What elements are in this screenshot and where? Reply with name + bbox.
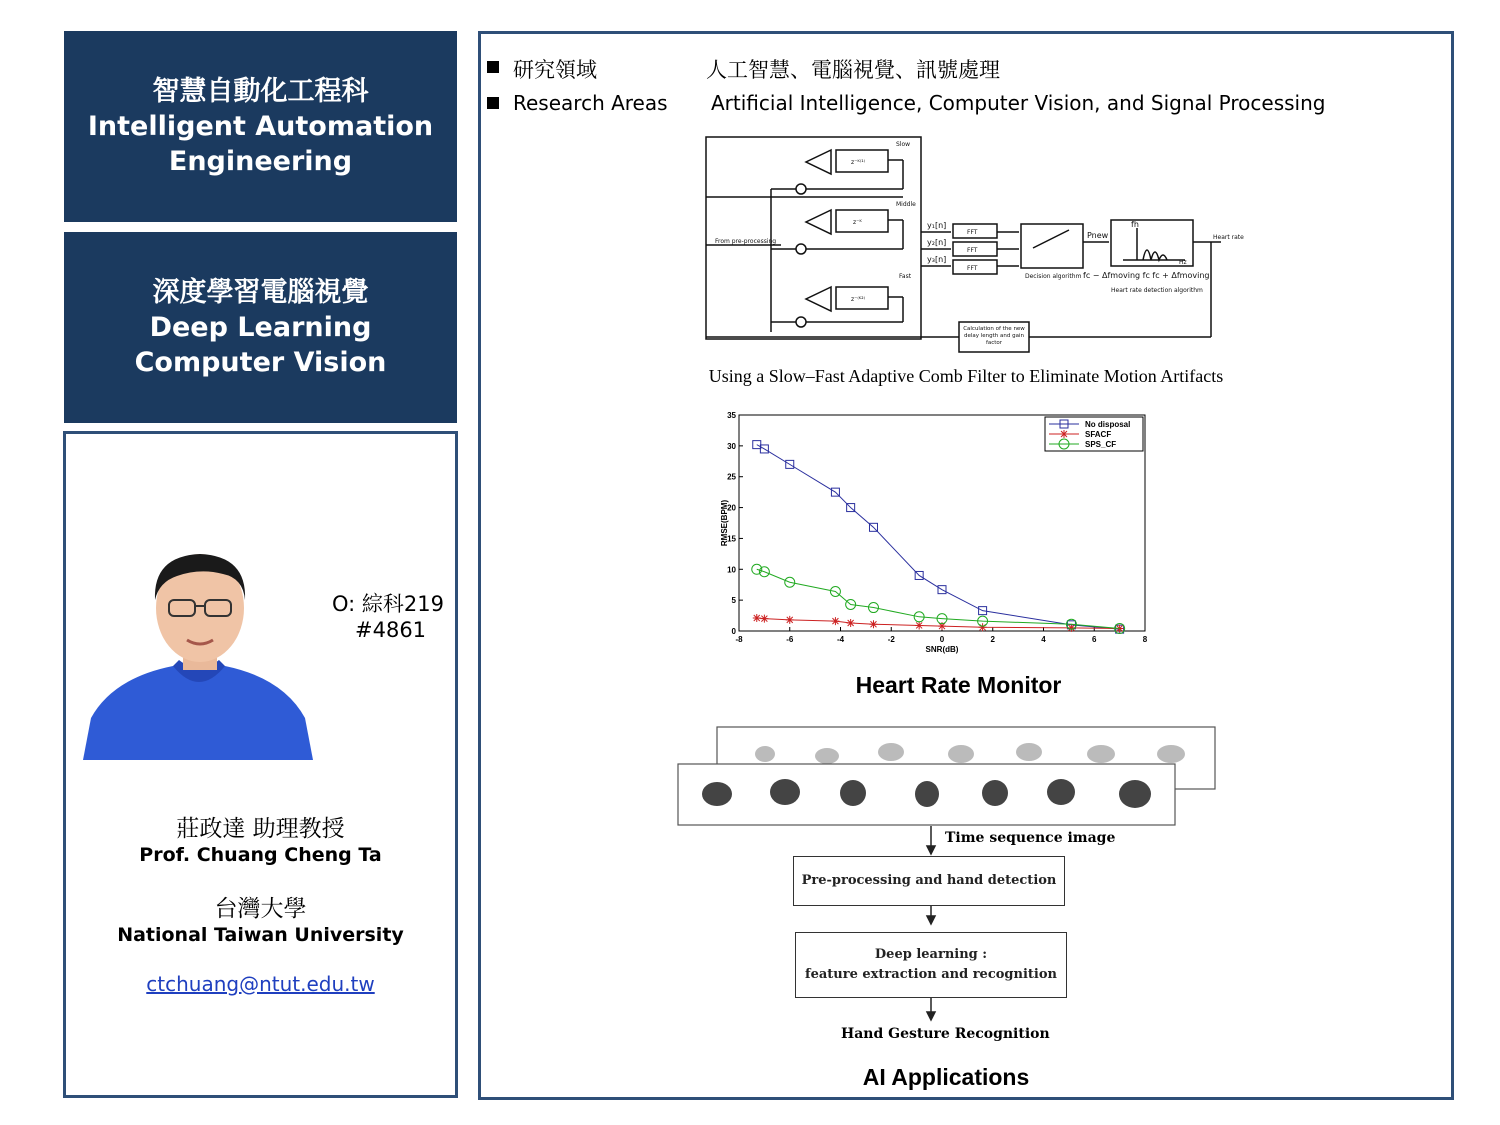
data-point (847, 619, 855, 627)
profile-photo (83, 548, 315, 760)
y-tick-label: 15 (727, 534, 736, 544)
research-value-en: Artificial Intelligence, Computer Vision, and Signal Processing (711, 91, 1326, 115)
step-deep-learning-box (795, 932, 1067, 998)
department-banner (64, 31, 457, 222)
label-fft-2: FFT (967, 247, 978, 254)
step-preprocessing: Pre-processing and hand detection (801, 873, 1057, 888)
x-tick-label: 2 (990, 635, 995, 644)
label-y3: y₃[n] (927, 255, 947, 264)
data-point (753, 614, 761, 622)
step-deep-learning-2: feature extraction and recognition (805, 967, 1057, 982)
x-tick-label: 8 (1142, 635, 1148, 644)
data-point (831, 617, 839, 625)
department-name-en-1: Intelligent Automation (87, 111, 434, 142)
figure3-caption: AI Applications (862, 1064, 1030, 1090)
department-name-en-2: Engineering (168, 146, 353, 177)
specialty-zh: 深度學習電腦視覺 (152, 277, 369, 308)
label-fh: fh (1131, 220, 1139, 229)
label-fft-3: FFT (967, 265, 978, 272)
label-calc-1: Calculation of the new (963, 326, 1025, 332)
data-point (760, 615, 768, 623)
office-room: O: 綜科219 (332, 592, 444, 616)
label-y1: y₁[n] (927, 221, 947, 230)
gesture-frames (677, 726, 1222, 826)
label-hr-algo: Heart rate detection algorithm (1111, 287, 1203, 294)
step-time-sequence: Time sequence image (945, 830, 1116, 846)
x-tick-label: 6 (1092, 635, 1097, 644)
research-value-zh: 人工智慧、電腦視覺、訊號處理 (706, 58, 1000, 82)
x-tick-label: -8 (735, 635, 743, 644)
label-z1: z⁻ᴷ⁽¹⁾ (851, 159, 866, 166)
x-tick-label: 4 (1041, 635, 1046, 644)
department-name-zh: 智慧自動化工程科 (152, 76, 369, 107)
research-label-en: Research Areas (513, 91, 668, 115)
y-tick-label: 10 (727, 565, 736, 575)
data-point (786, 616, 794, 624)
label-calc-3: factor (985, 340, 1003, 346)
y-tick-label: 0 (731, 627, 736, 636)
label-calc-2: delay length and gain (963, 333, 1025, 339)
y-tick-label: 5 (731, 596, 736, 606)
y-tick-label: 20 (727, 503, 736, 513)
school-en: National Taiwan University (117, 924, 404, 946)
legend-label: SFACF (1085, 430, 1112, 439)
x-tick-label: -2 (887, 635, 895, 644)
comb-filter-diagram (691, 132, 1251, 352)
figure2-caption: Heart Rate Monitor (855, 672, 1062, 698)
label-y2: y₂[n] (927, 238, 947, 247)
label-frange: fc − Δfmoving fc fc + Δfmoving (1083, 271, 1210, 280)
data-point (1060, 430, 1068, 438)
specialty-en-1: Deep Learning (149, 312, 372, 343)
legend-label: SPS_CF (1085, 440, 1117, 449)
label-z2: z⁻ᴷ (853, 219, 862, 226)
figure1-caption: Using a Slow–Fast Adaptive Comb Filter to Eliminate Motion Artifacts (708, 366, 1224, 386)
label-input: From pre-processing (715, 238, 777, 245)
label-pnew: Pnew (1087, 231, 1109, 240)
professor-name-zh: 莊政達 助理教授 (176, 816, 345, 842)
label-decision: Decision algorithm (1025, 273, 1082, 280)
y-axis-label: RMSE(BPM) (720, 499, 729, 547)
label-slow: Slow (896, 141, 911, 148)
label-z3: z⁻⁽ᴷ²⁾ (851, 296, 866, 303)
legend-label: No disposal (1085, 420, 1131, 429)
data-point (869, 620, 877, 628)
y-tick-label: 35 (727, 411, 736, 420)
label-fast: Fast (899, 273, 912, 280)
y-tick-label: 25 (727, 472, 736, 482)
specialty-en-2: Computer Vision (134, 347, 387, 378)
step-deep-learning-1: Deep learning : (874, 947, 988, 962)
email-link[interactable]: ctchuang@ntut.edu.tw (146, 972, 375, 996)
label-heart-rate: Heart rate (1213, 234, 1244, 241)
bullet-icon (487, 61, 499, 73)
x-tick-label: -6 (786, 635, 794, 644)
bullet-icon (487, 97, 499, 109)
x-tick-label: -4 (836, 635, 845, 644)
x-tick-label: 0 (939, 635, 945, 644)
research-panel (478, 31, 1454, 1100)
specialty-banner (64, 232, 457, 423)
office-extension: #4861 (355, 618, 427, 642)
data-point (979, 623, 987, 631)
research-label-zh: 研究領域 (513, 58, 597, 82)
step-hand-gesture: Hand Gesture Recognition (841, 1026, 1050, 1042)
x-axis-label: SNR(dB) (925, 645, 959, 654)
school-zh: 台灣大學 (214, 896, 307, 922)
profile-card (63, 431, 458, 1098)
data-point (915, 621, 923, 629)
label-middle: Middle (896, 201, 916, 208)
label-hz: Hz (1179, 259, 1187, 266)
professor-name-en: Prof. Chuang Cheng Ta (139, 844, 382, 866)
rmse-chart (721, 409, 1161, 659)
y-tick-label: 30 (727, 441, 736, 451)
step-preprocessing-box (793, 856, 1065, 906)
label-fft-1: FFT (967, 229, 978, 236)
